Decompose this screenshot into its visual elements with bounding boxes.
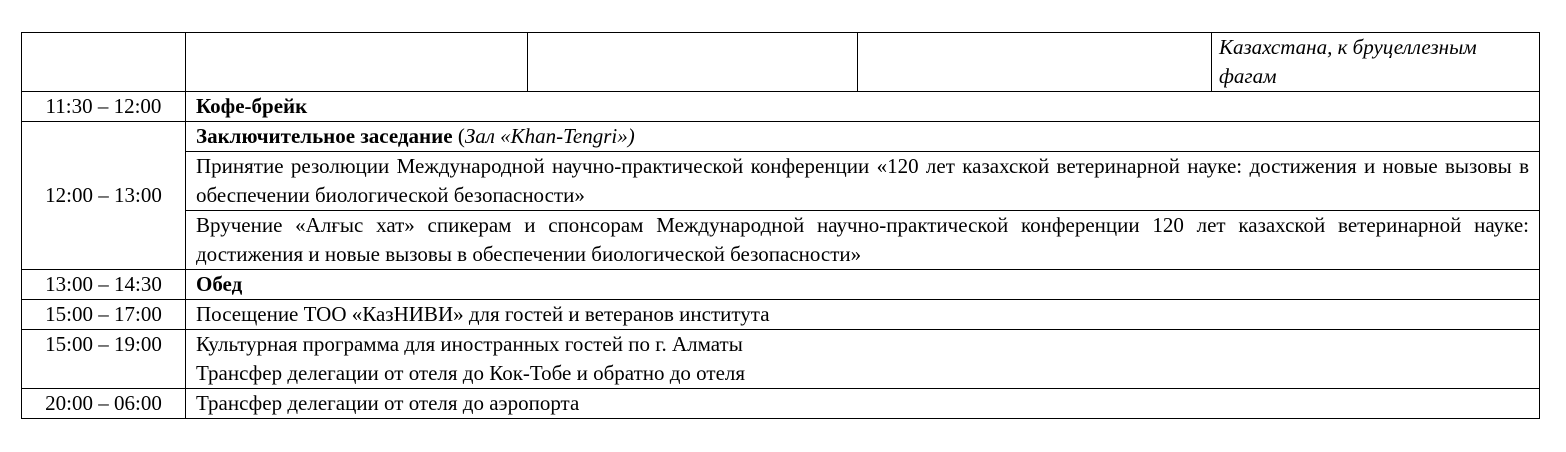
culture-cell bbox=[186, 330, 1540, 389]
awards-item: Вручение «Алғыс хат» спикерам и спонсорам Международной научно-практической конференции 120 лет казахской ветеринарной науке: достижения и новые вызовы в обеспечении биологической безопасности» bbox=[186, 211, 1540, 270]
closing-session-title-cell bbox=[186, 122, 1540, 152]
table-cell-empty bbox=[858, 33, 1212, 92]
hall-open-paren: ( bbox=[452, 124, 465, 148]
table-row-closing-session-title bbox=[22, 122, 1540, 152]
closing-session-title: Заключительное заседание bbox=[196, 124, 453, 148]
continued-text-line: фагам bbox=[1219, 64, 1277, 88]
table-row-resolution bbox=[22, 152, 1540, 211]
table-row-continued bbox=[22, 33, 1540, 92]
time-cell: 15:00 – 19:00 bbox=[22, 330, 186, 389]
continued-text-line: Казахстана, к бруцеллезным bbox=[1219, 35, 1477, 59]
hall-name: Зал «Khan-Tengri») bbox=[464, 124, 635, 148]
table-row-awards bbox=[22, 211, 1540, 270]
schedule-table bbox=[21, 32, 1540, 419]
kok-tobe-transfer-line: Трансфер делегации от отеля до Кок-Тобе и обратно до отеля bbox=[196, 361, 746, 385]
time-cell: 15:00 – 17:00 bbox=[22, 300, 186, 330]
culture-program-line: Культурная программа для иностранных гостей по г. Алматы bbox=[196, 332, 743, 356]
time-cell: 12:00 – 13:00 bbox=[22, 122, 186, 270]
visit-label: Посещение ТОО «КазНИВИ» для гостей и ветеранов института bbox=[186, 300, 1540, 330]
table-cell-empty bbox=[186, 33, 528, 92]
table-row-visit bbox=[22, 300, 1540, 330]
table-cell-continued-text bbox=[1212, 33, 1540, 92]
airport-transfer-label: Трансфер делегации от отеля до аэропорта bbox=[186, 389, 1540, 419]
table-row-lunch bbox=[22, 270, 1540, 300]
time-cell: 11:30 – 12:00 bbox=[22, 92, 186, 122]
table-cell-empty bbox=[528, 33, 858, 92]
coffee-break-label: Кофе-брейк bbox=[186, 92, 1540, 122]
time-cell-empty bbox=[22, 33, 186, 92]
resolution-item: Принятие резолюции Международной научно-практической конференции «120 лет казахской ветеринарной науке: достижения и новые вызовы в обеспечении биологической безопасности» bbox=[186, 152, 1540, 211]
time-cell: 20:00 – 06:00 bbox=[22, 389, 186, 419]
table-row-coffee-break bbox=[22, 92, 1540, 122]
table-row-culture bbox=[22, 330, 1540, 389]
lunch-label: Обед bbox=[186, 270, 1540, 300]
time-cell: 13:00 – 14:30 bbox=[22, 270, 186, 300]
table-row-airport-transfer bbox=[22, 389, 1540, 419]
